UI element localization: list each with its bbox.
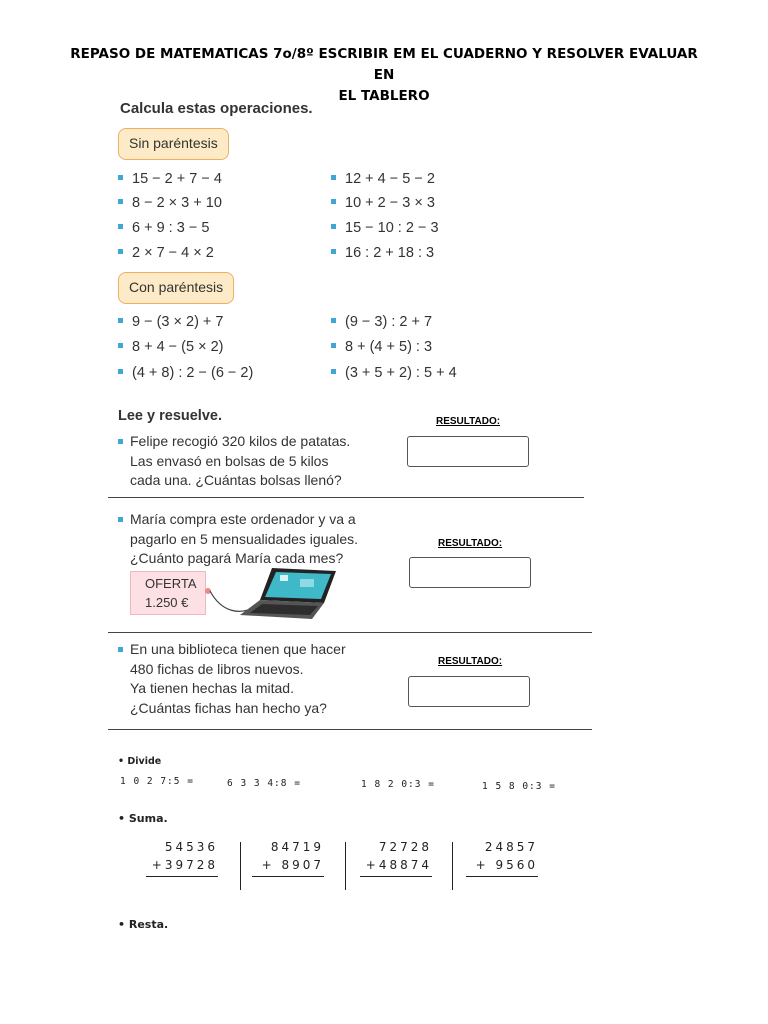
op-sin-left-3: 6 + 9 : 3 − 5	[118, 220, 209, 236]
lee-title: Lee y resuelve.	[118, 408, 222, 424]
page-header	[60, 44, 708, 107]
divide-op-1: 1 0 2 7:5 =	[120, 776, 194, 787]
result-box-2[interactable]	[409, 557, 531, 588]
sin-parentesis-label: Sin paréntesis	[118, 128, 229, 160]
bullet-icon	[118, 224, 123, 229]
result-label-2: RESULTADO:	[438, 538, 503, 549]
bullet-icon	[331, 369, 336, 374]
suma-title: • Suma.	[118, 812, 168, 825]
sum-line	[466, 876, 538, 877]
result-box-1[interactable]	[407, 436, 529, 467]
op-con-left-2: 8 + 4 − (5 × 2)	[118, 339, 224, 355]
divide-op-2: 6 3 3 4:8 =	[227, 778, 301, 789]
divider	[108, 497, 584, 498]
problem-3: En una biblioteca tienen que hacer 480 fichas de libros nuevos. Ya tienen hechas la mitad. ¿Cuántas fichas han hecho ya?	[118, 640, 346, 718]
bullet-icon	[118, 647, 123, 652]
op-con-left-3: (4 + 8) : 2 − (6 − 2)	[118, 365, 253, 381]
bullet-icon	[331, 175, 336, 180]
op-con-left-1: 9 − (3 × 2) + 7	[118, 314, 224, 330]
sum-line	[146, 876, 218, 877]
con-parentesis-label: Con paréntesis	[118, 272, 234, 304]
bullet-icon	[118, 175, 123, 180]
sum-line	[360, 876, 432, 877]
result-label-1: RESULTADO:	[436, 416, 501, 427]
header-line-2: EL TABLERO	[338, 88, 430, 104]
bullet-icon	[118, 517, 123, 522]
op-con-right-1: (9 − 3) : 2 + 7	[331, 314, 432, 330]
sum-4: 24857 + 9560	[466, 838, 538, 877]
op-sin-right-4: 16 : 2 + 18 : 3	[331, 245, 434, 261]
op-sin-right-1: 12 + 4 − 5 − 2	[331, 171, 435, 187]
problem-2: María compra este ordenador y va a pagarlo en 5 mensualidades iguales. ¿Cuánto pagará María cada mes?	[118, 510, 358, 569]
divider	[108, 729, 592, 730]
result-label-3: RESULTADO:	[438, 656, 503, 667]
resta-title: • Resta.	[118, 918, 169, 931]
op-sin-right-2: 10 + 2 − 3 × 3	[331, 195, 435, 211]
problem-1: Felipe recogió 320 kilos de patatas. Las envasó en bolsas de 5 kilos cada una. ¿Cuántas bolsas llenó?	[118, 432, 350, 491]
op-sin-right-3: 15 − 10 : 2 − 3	[331, 220, 439, 236]
bullet-icon	[118, 318, 123, 323]
sum-1: 54536 +39728	[146, 838, 218, 877]
column-divider	[240, 842, 241, 890]
calcula-title: Calcula estas operaciones.	[120, 100, 313, 117]
bullet-icon	[331, 199, 336, 204]
divide-op-4: 1 5 8 0:3 =	[482, 781, 556, 792]
op-con-right-3: (3 + 5 + 2) : 5 + 4	[331, 365, 457, 381]
bullet-icon	[331, 249, 336, 254]
bullet-icon	[331, 224, 336, 229]
op-sin-left-1: 15 − 2 + 7 − 4	[118, 171, 222, 187]
header-line-1: REPASO DE MATEMATICAS 7o/8º ESCRIBIR EM EL CUADERNO Y RESOLVER EVALUAR EN	[70, 46, 698, 83]
divider	[108, 632, 592, 633]
bullet-icon	[118, 343, 123, 348]
column-divider	[452, 842, 453, 890]
laptop-icon	[200, 563, 342, 623]
op-sin-left-4: 2 × 7 − 4 × 2	[118, 245, 214, 261]
bullet-icon	[118, 369, 123, 374]
op-con-right-2: 8 + (4 + 5) : 3	[331, 339, 432, 355]
bullet-icon	[331, 318, 336, 323]
offer-tag: OFERTA 1.250 €	[130, 571, 206, 615]
op-sin-left-2: 8 − 2 × 3 + 10	[118, 195, 222, 211]
sum-2: 84719 + 8907	[252, 838, 324, 877]
divide-op-3: 1 8 2 0:3 =	[361, 779, 435, 790]
bullet-icon	[118, 199, 123, 204]
sum-3: 72728 +48874	[360, 838, 432, 877]
sum-line	[252, 876, 324, 877]
bullet-icon	[118, 439, 123, 444]
column-divider	[345, 842, 346, 890]
divide-title: • Divide	[118, 756, 162, 767]
bullet-icon	[331, 343, 336, 348]
bullet-icon	[118, 249, 123, 254]
result-box-3[interactable]	[408, 676, 530, 707]
